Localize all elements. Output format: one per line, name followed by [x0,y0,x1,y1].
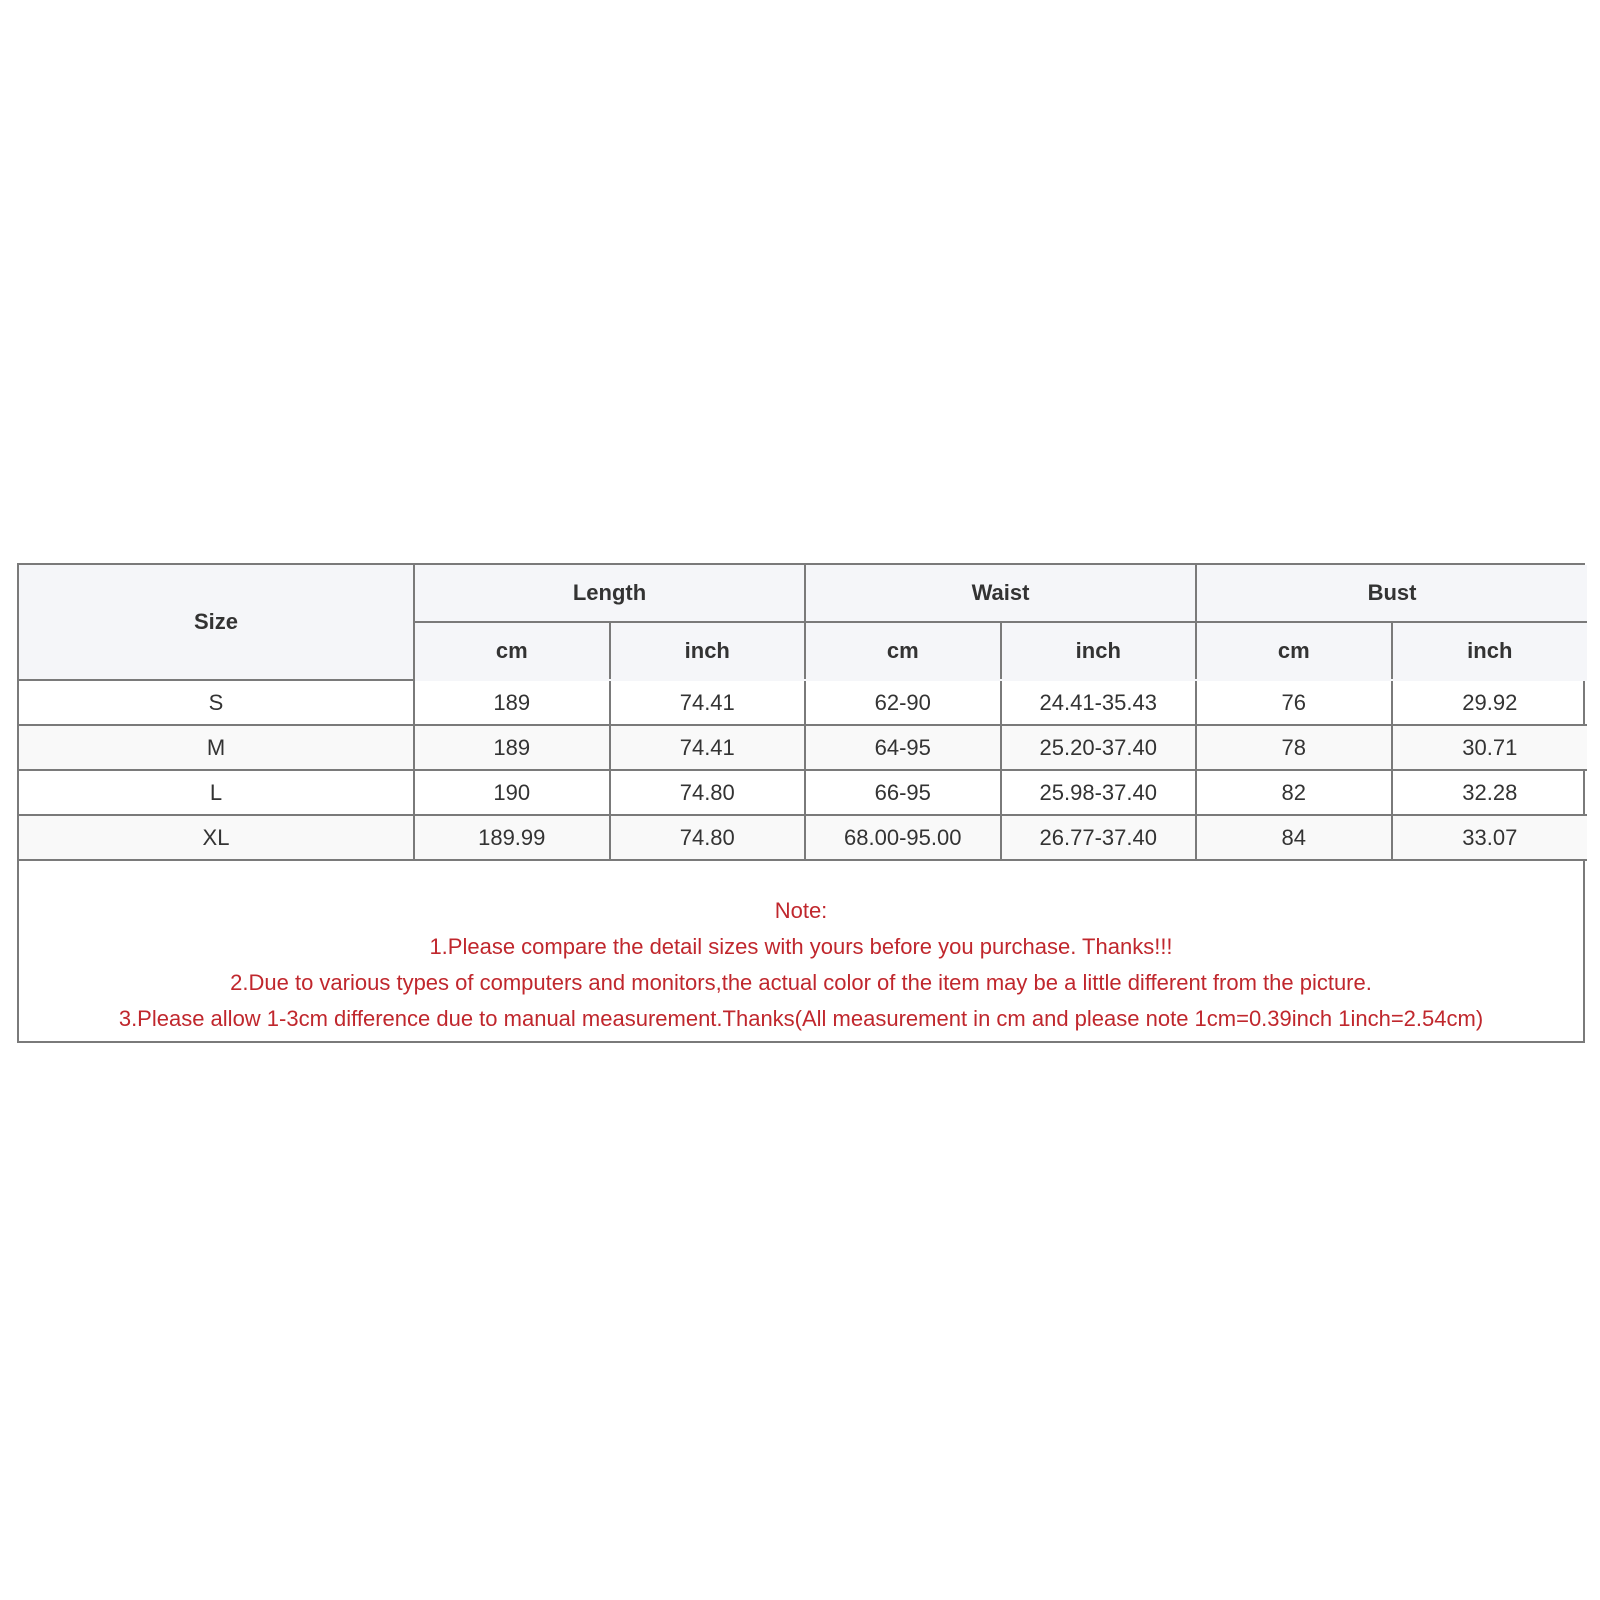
bust-inch-cell: 33.07 [1392,815,1588,860]
bust-cm-cell: 76 [1196,680,1392,725]
bust-inch-header: inch [1392,622,1588,680]
bust-inch-cell: 32.28 [1392,770,1588,815]
length-inch-cell: 74.41 [610,680,806,725]
waist-inch-cell: 24.41-35.43 [1001,680,1197,725]
size-cell: M [19,725,414,770]
note-line: 2.Due to various types of computers and monitors,the actual color of the item may be a little different from the picture. [230,970,1372,995]
note-line: 3.Please allow 1-3cm difference due to manual measurement.Thanks(All measurement in cm and please note 1cm=0.39inch 1inch=2.54cm) [118,1006,1484,1031]
size-cell: L [19,770,414,815]
waist-cm-cell: 62-90 [805,680,1001,725]
length-inch-cell: 74.80 [610,815,806,860]
bust-inch-cell: 30.71 [1392,725,1588,770]
length-inch-cell: 74.80 [610,770,806,815]
length-group-header: Length [414,565,805,622]
bust-cm-cell: 84 [1196,815,1392,860]
note-title: Note: [774,898,828,923]
length-cm-cell: 189 [414,725,610,770]
table-row [19,770,1587,815]
table-row [19,725,1587,770]
length-cm-cell: 189 [414,680,610,725]
table-row [19,815,1587,860]
waist-inch-cell: 25.20-37.40 [1001,725,1197,770]
waist-inch-cell: 26.77-37.40 [1001,815,1197,860]
note-line: 1.Please compare the detail sizes with yours before you purchase. Thanks!!! [429,934,1173,959]
waist-group-header: Waist [805,565,1196,622]
size-chart [17,563,1585,1043]
waist-cm-cell: 68.00-95.00 [805,815,1001,860]
group-header-row [19,565,1587,622]
bust-group-header: Bust [1196,565,1587,622]
bust-cm-cell: 78 [1196,725,1392,770]
length-cm-cell: 190 [414,770,610,815]
bust-inch-cell: 29.92 [1392,680,1588,725]
waist-cm-cell: 66-95 [805,770,1001,815]
length-cm-cell: 189.99 [414,815,610,860]
size-column-header: Size [19,565,414,680]
length-inch-header: inch [610,622,806,680]
notes-section [19,861,1583,1041]
size-cell: XL [19,815,414,860]
waist-inch-cell: 25.98-37.40 [1001,770,1197,815]
length-cm-header: cm [414,622,610,680]
table-row [19,680,1587,725]
waist-cm-header: cm [805,622,1001,680]
size-cell: S [19,680,414,725]
bust-cm-header: cm [1196,622,1392,680]
length-inch-cell: 74.41 [610,725,806,770]
waist-inch-header: inch [1001,622,1197,680]
waist-cm-cell: 64-95 [805,725,1001,770]
size-table [19,565,1587,861]
bust-cm-cell: 82 [1196,770,1392,815]
